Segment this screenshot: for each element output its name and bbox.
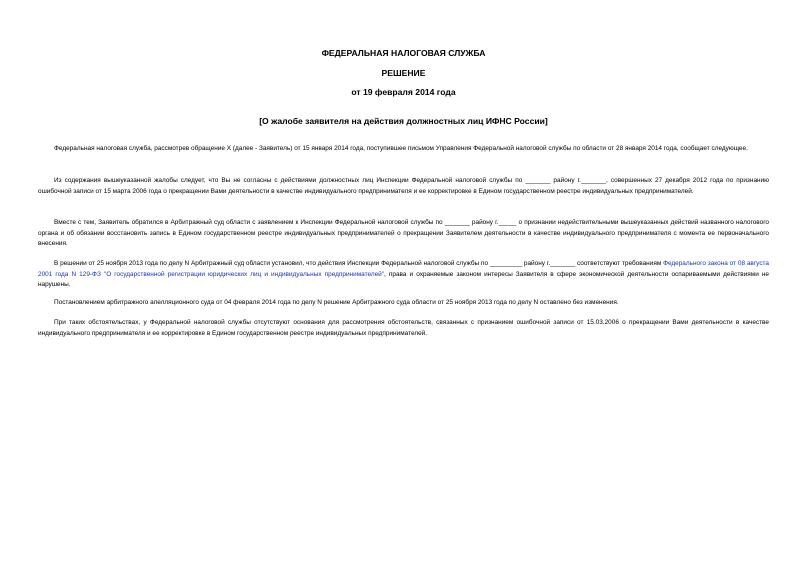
paragraph-court-appeal: Вместе с тем, Заявитель обратился в Арбитражный суд области с заявлением к Инспекции Федеральной налоговой службы по _______ району г._____ о признании недействительными вышеуказанных действий названного налогового органа и об обязании восстановить запись в Едином государственном реестре индивидуальных предпринимателей о прекращении Заявителем деятельности в качестве индивидуального предпринимателя с момента ее первоначального внесения. (38, 219, 769, 248)
document-subject: [О жалобе заявителя на действия должностных лиц ИФНС России] (259, 116, 548, 126)
paragraph-court-decision-text-start: В решении от 25 ноября 2013 года по делу N Арбитражный суд области установил, что действия Инспекции Федеральной налоговой службы по _________ району г._______ соответствуют требованиям (54, 260, 664, 267)
paragraph-intro: Федеральная налоговая служба, рассмотрев обращение Х (далее - Заявитель) от 15 января 2014 года, поступившее письмом Управления Федеральной налоговой службы по области от 28 января 2014 года, сообщает следующее. (54, 145, 748, 152)
document-date: от 19 февраля 2014 года (351, 87, 456, 97)
paragraph-conclusion: При таких обстоятельствах, у Федеральной налоговой службы отсутствуют основания для рассмотрения обстоятельств, связанных с признанием ошибочной записи от 15.03.2006 о прекращении Вами деятельности в качестве индивидуального предпринимателя и ее корректировке в Едином государственном реестре индивидуальных предпринимателей. (38, 319, 769, 337)
document-type-heading: РЕШЕНИЕ (381, 68, 426, 78)
agency-heading: ФЕДЕРАЛЬНАЯ НАЛОГОВАЯ СЛУЖБА (321, 48, 486, 58)
paragraph-court-decision-text-end: , права и охраняемые законом интересы Заявителя в сфере экономической деятельности оспариваемыми действиями не нарушены. (38, 270, 770, 289)
paragraph-court-decision (38, 259, 769, 291)
federal-law-link[interactable]: Федерального закона от 08 августа 2001 года N 129-ФЗ "О государственной регистрации юридических лиц и индивидуальных предпринимателей" (38, 260, 769, 278)
paragraph-complaint: Из содержания вышеуказанной жалобы следует, что Вы не согласны с действиями должностных лиц Инспекции Федеральной налоговой службы по _______ району г._______, совершенных 27 декабря 2012 года по признанию ошибочной записи от 15 марта 2006 года о прекращении Вами деятельности в качестве индивидуального предпринимателя и ее корректировке в Едином государственном реестре индивидуальных предпринимателей. (38, 177, 769, 195)
paragraph-appeal-ruling: Постановлением арбитражного апелляционного суда от 04 февраля 2014 года по делу N решение Арбитражного суда области от 25 ноября 2013 года по делу N оставлено без изменения. (54, 299, 619, 306)
